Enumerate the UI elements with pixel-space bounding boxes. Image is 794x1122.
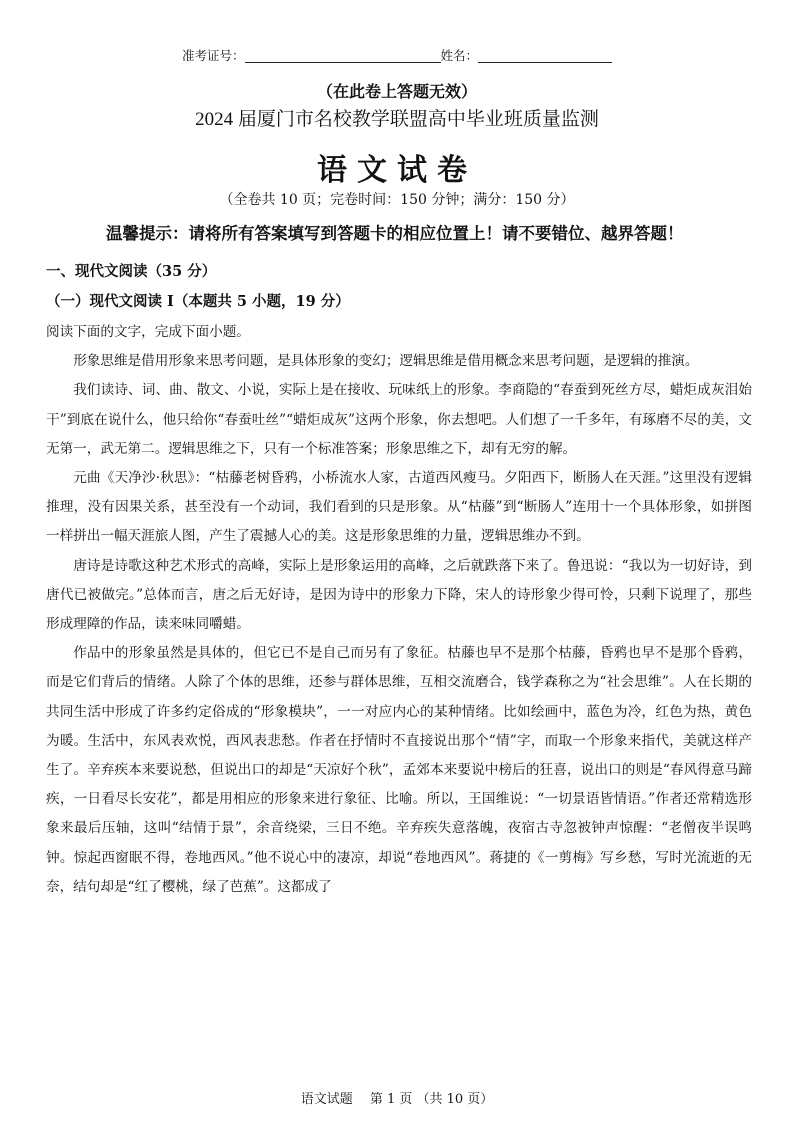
- section-heading-1-1: （一）现代文阅读 I（本题共 5 小题，19 分）: [46, 293, 350, 310]
- passage-paragraph: 形象思维是借用形象来思考问题，是具体形象的变幻；逻辑思维是借用概念来思考问题，是逻辑的推演。: [73, 353, 699, 370]
- passage-paragraph: 唐诗是诗歌这种艺术形式的高峰，实际上是形象运用的高峰，之后就跌落下来了。鲁迅说：“我以为一切好诗，到唐代已被做完。”总体而言，唐之后无好诗，是因为诗中的形象力下降，宋人的诗形象少得可怜，只剩下说理了，那些形成理障的作品，读来味同嚼蜡。: [46, 557, 752, 633]
- candidate-info-row: [0, 46, 794, 64]
- exam-number-blank: [245, 48, 441, 63]
- warm-tip: 温馨提示：请将所有答案填写到答题卡的相应位置上！请不要错位、越界答题！: [106, 224, 684, 243]
- passage-paragraph: 我们读诗、词、曲、散文、小说，实际上是在接收、玩味纸上的形象。李商隐的“春蚕到死丝方尽，蜡炬成灰泪始干”到底在说什么，他只给你“春蚕吐丝”“蜡炬成灰”这两个形象，你去想吧。人们想了一千多年，有琢磨不尽的美，文无第一，武无第二。逻辑思维之下，只有一个标准答案；形象思维之下，却有无穷的解。: [46, 382, 752, 457]
- name-label: 姓名：: [440, 48, 479, 63]
- exam-info: （全卷共 10 页；完卷时间：150 分钟；满分：150 分）: [219, 192, 575, 208]
- exam-number-label: 准考证号：: [181, 48, 245, 63]
- passage-paragraph: 元曲《天净沙·秋思》：“枯藤老树昏鸦，小桥流水人家，古道西风瘦马。夕阳西下，断肠人在天涯。”这里没有逻辑推理，没有因果关系，甚至没有一个动词，我们看到的只是形象。从“枯藤”到“断肠人”连用十一个具体形象，如拼图一样拼出一幅天涯旅人图，产生了震撼人心的美。这是形象思维的力量，逻辑思维办不到。: [46, 470, 752, 545]
- passage-paragraph: 作品中的形象虽然是具体的，但它已不是自己而另有了象征。枯藤也早不是那个枯藤，昏鸦也早不是那个昏鸦，而是它们背后的情绪。人除了个体的思维，还参与群体思维，互相交流磨合，钱学森称之为“社会思维”。人在长期的共同生活中形成了许多约定俗成的“形象模块”，一一对应内心的某种情绪。比如绘画中，蓝色为冷，红色为热，黄色为暖。生活中，东风表欢悦，西风表悲愁。作者在抒情时不直接说出那个“情”字，而取一个形象来指代，美就这样产生了。辛弃疾本来要说愁，但说出口的却是“天凉好个秋”，孟郊本来要说中榜后的狂喜，说出口的则是“春风得意马蹄疾，一日看尽长安花”，都是用相应的形象来进行象征、比喻。所以，王国维说：“一切景语皆情语。”作者还常精选形象来最后压轴，这叫“结情于景”，余音绕梁，三日不绝。辛弃疾失意落魄，夜宿古寺忽被钟声惊醒：“老僧夜半误鸣钟。惊起西窗眠不得，卷地西风。”他不说心中的凄凉，却说“卷地西风”。蒋捷的《一剪梅》写乡愁，写时光流逝的无奈，结句却是“红了樱桃，绿了芭蕉”。这都成了: [46, 645, 752, 895]
- reading-passage: [46, 318, 752, 902]
- section-heading-1: 一、现代文阅读（35 分）: [46, 263, 217, 280]
- name-blank: [478, 48, 612, 63]
- subject-title: 语文试卷: [317, 153, 477, 188]
- exam-title: 2024 届厦门市名校教学联盟高中毕业班质量监测: [195, 109, 599, 130]
- no-answer-notice: （在此卷上答题无效）: [316, 82, 477, 101]
- instruction: 阅读下面的文字，完成下面小题。: [46, 324, 250, 340]
- page-footer: 语文试题 第 1 页 （共 10 页）: [300, 1092, 494, 1107]
